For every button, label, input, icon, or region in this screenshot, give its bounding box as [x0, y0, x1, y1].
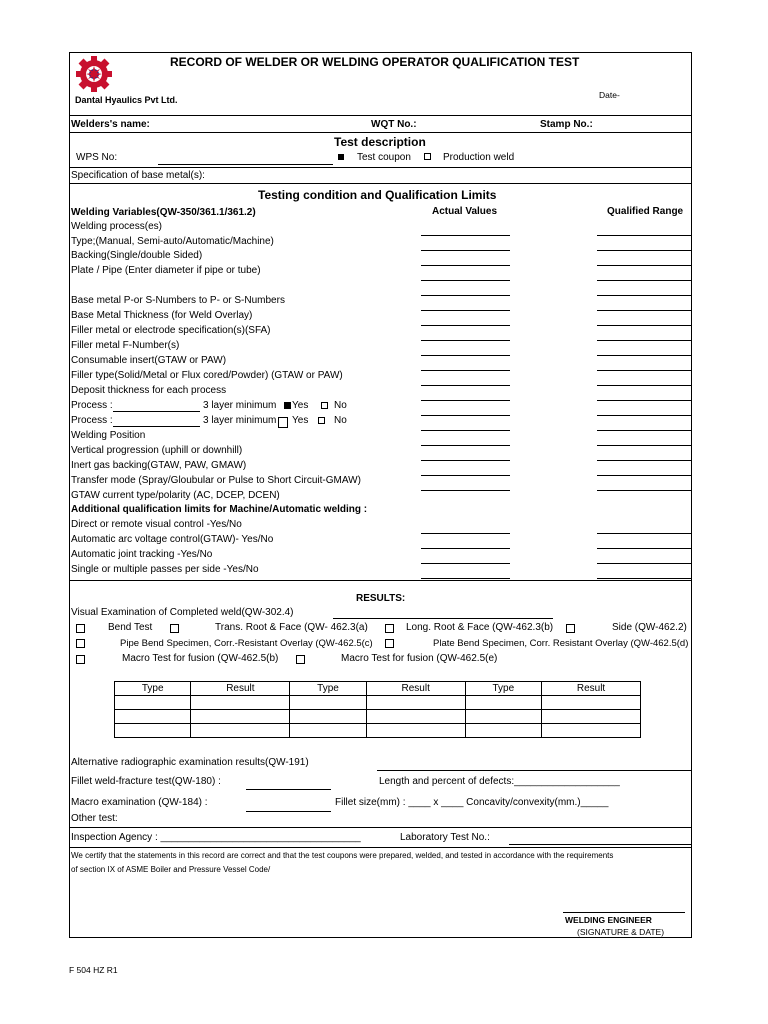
qualified-range-field[interactable] [597, 310, 692, 311]
actual-value-field[interactable] [421, 460, 510, 461]
qualified-range-field[interactable] [597, 475, 692, 476]
row-backing: Backing(Single/double Sided) [71, 250, 203, 261]
process-field-1[interactable] [113, 411, 200, 412]
table-row [115, 710, 641, 724]
type-header-1: Type [115, 682, 191, 696]
date-label: Date- [599, 90, 620, 100]
qualified-range-field[interactable] [597, 430, 692, 431]
testing-title: Testing condition and Qualification Limits [258, 188, 497, 202]
plate-bend-checkbox[interactable] [385, 639, 394, 648]
actual-value-field[interactable] [421, 310, 510, 311]
bend-test-label: Bend Test [108, 622, 153, 633]
qualified-range-field[interactable] [597, 265, 692, 266]
actual-values-header: Actual Values [432, 206, 498, 217]
side-label: Side (QW-462.2) [612, 622, 687, 633]
actual-value-field[interactable] [421, 325, 510, 326]
qualified-range-field[interactable] [597, 548, 692, 549]
test-coupon-label: Test coupon [357, 152, 411, 163]
inspection-agency-label: Inspection Agency : ____________________________________ [71, 832, 361, 843]
signature-line[interactable] [563, 912, 685, 913]
results-table [114, 681, 641, 738]
actual-value-field[interactable] [421, 445, 510, 446]
no-checkbox-1[interactable] [321, 402, 328, 409]
actual-value-field[interactable] [421, 280, 510, 281]
row-welding-position: Welding Position [71, 430, 146, 441]
result-header-3: Result [542, 682, 641, 696]
qualified-range-field[interactable] [597, 400, 692, 401]
table-row [115, 696, 641, 710]
form-title: RECORD OF WELDER OR WELDING OPERATOR QUALIFICATION TEST [170, 55, 580, 69]
row-welding-process: Welding process(es) [71, 221, 162, 232]
qualified-range-field[interactable] [597, 490, 692, 491]
macro-b-label: Macro Test for fusion (QW-462.5(b) [122, 653, 279, 664]
macro-e-label: Macro Test for fusion (QW-462.5(e) [341, 653, 498, 664]
production-weld-label: Production weld [443, 152, 515, 163]
yes-label-1: Yes [292, 400, 309, 411]
row-base-metal-p: Base metal P-or S-Numbers to P- or S-Numbers [71, 295, 285, 306]
actual-value-field[interactable] [421, 533, 510, 534]
actual-value-field[interactable] [421, 490, 510, 491]
yes-checkbox-1[interactable] [284, 402, 291, 409]
qualified-range-field[interactable] [597, 325, 692, 326]
qualified-range-field[interactable] [597, 385, 692, 386]
company-name: Dantal Hyaulics Pvt Ltd. [75, 95, 178, 105]
lab-test-label: Laboratory Test No.: [400, 832, 490, 843]
macro-e-checkbox[interactable] [296, 655, 305, 664]
yes-checkbox-2[interactable] [278, 417, 288, 428]
qualified-range-field[interactable] [597, 250, 692, 251]
long-root-label: Long. Root & Face (QW-462.3(b) [406, 622, 554, 633]
row-inert-gas: Inert gas backing(GTAW, PAW, GMAW) [71, 460, 247, 471]
process-label-2: Process : [71, 415, 113, 426]
layer-min-2: 3 layer minimum [203, 415, 277, 426]
qualified-range-field[interactable] [597, 415, 692, 416]
trans-root-checkbox[interactable] [170, 624, 179, 633]
actual-value-field[interactable] [421, 385, 510, 386]
row-passes: Single or multiple passes per side -Yes/No [71, 564, 259, 575]
yes-label-2: Yes [292, 415, 309, 426]
row-direct-visual: Direct or remote visual control -Yes/No [71, 519, 242, 530]
row-filler-spec: Filler metal or electrode specification(s)(SFA) [71, 325, 271, 336]
pipe-bend-label: Pipe Bend Specimen, Corr.-Resistant Overlay (QW-462.5(c) [120, 638, 373, 649]
result-header-2: Result [366, 682, 465, 696]
row-type: Type;(Manual, Semi-auto/Automatic/Machine) [71, 236, 274, 247]
wps-label: WPS No: [76, 152, 118, 163]
fillet-size-label: Fillet size(mm) : ____ x ____ Concavity/convexity(mm.)_____ [335, 797, 609, 808]
row-consumable: Consumable insert(GTAW or PAW) [71, 355, 227, 366]
layer-min-1: 3 layer minimum [203, 400, 277, 411]
row-plate-pipe: Plate / Pipe (Enter diameter if pipe or tube) [71, 265, 261, 276]
qualified-range-field[interactable] [597, 340, 692, 341]
qualified-range-field[interactable] [597, 235, 692, 236]
qualified-range-field[interactable] [597, 533, 692, 534]
row-filler-type: Filler type(Solid/Metal or Flux cored/Powder) (GTAW or PAW) [71, 370, 343, 381]
lab-test-field[interactable] [509, 844, 692, 845]
actual-value-field[interactable] [421, 548, 510, 549]
welding-engineer-label: WELDING ENGINEER [565, 915, 652, 925]
bend-test-checkbox[interactable] [76, 624, 85, 633]
actual-value-field[interactable] [421, 430, 510, 431]
variables-header: Welding Variables(QW-350/361.1/361.2) [71, 207, 256, 218]
type-header-2: Type [290, 682, 366, 696]
wqt-label: WQT No.: [371, 119, 417, 130]
welder-name-label: Welders's name: [71, 119, 150, 130]
long-root-checkbox[interactable] [385, 624, 394, 633]
type-header-3: Type [465, 682, 541, 696]
qualified-range-field[interactable] [597, 578, 692, 579]
actual-value-field[interactable] [421, 265, 510, 266]
row-base-thickness: Base Metal Thickness (for Weld Overlay) [71, 310, 253, 321]
row-transfer-mode: Transfer mode (Spray/Gloubular or Pulse to Short Circuit-GMAW) [71, 475, 361, 486]
results-title: RESULTS: [356, 593, 406, 604]
actual-value-field[interactable] [421, 563, 510, 564]
result-header-1: Result [191, 682, 290, 696]
row-vertical-progression: Vertical progression (uphill or downhill) [71, 445, 243, 456]
row-deposit: Deposit thickness for each process [71, 385, 227, 396]
radiographic-field[interactable] [377, 770, 692, 771]
actual-value-field[interactable] [421, 370, 510, 371]
qualified-range-field[interactable] [597, 460, 692, 461]
no-checkbox-2[interactable] [318, 417, 325, 424]
qualified-range-header: Qualified Range [607, 206, 684, 217]
results-table-header [115, 682, 641, 696]
plate-bend-label: Plate Bend Specimen, Corr. Resistant Overlay (QW-462.5(d) [433, 638, 689, 649]
actual-value-field[interactable] [421, 578, 510, 579]
visual-exam-field[interactable] [333, 618, 553, 619]
qualified-range-field[interactable] [597, 445, 692, 446]
qualified-range-field[interactable] [597, 280, 692, 281]
wps-field[interactable] [158, 164, 333, 165]
test-coupon-checkbox[interactable] [338, 154, 344, 160]
actual-value-field[interactable] [421, 355, 510, 356]
additional-header: Additional qualification limits for Machine/Automatic welding : [71, 504, 368, 515]
actual-value-field[interactable] [421, 475, 510, 476]
process-field-2[interactable] [113, 426, 200, 427]
table-row [115, 724, 641, 738]
qualified-range-field[interactable] [597, 563, 692, 564]
side-checkbox[interactable] [566, 624, 575, 633]
qualified-range-field[interactable] [597, 355, 692, 356]
stamp-label: Stamp No.: [540, 119, 593, 130]
visual-exam-label: Visual Examination of Completed weld(QW-302.4) [71, 607, 294, 618]
gear-logo-icon [73, 55, 115, 93]
length-percent-label: Length and percent of defects:___________________ [379, 776, 620, 787]
macro-b-checkbox[interactable] [76, 655, 85, 664]
fillet-fracture-field[interactable] [246, 789, 331, 790]
row-joint-tracking: Automatic joint tracking -Yes/No [71, 549, 213, 560]
actual-value-field[interactable] [421, 415, 510, 416]
actual-value-field[interactable] [421, 235, 510, 236]
test-description-title: Test description [334, 135, 426, 149]
macro-exam-label: Macro examination (QW-184) : [71, 797, 208, 808]
certify-line-2: of section IX of ASME Boiler and Pressure Vessel Code/ [71, 865, 271, 874]
trans-root-label: Trans. Root & Face (QW- 462.3(a) [215, 622, 368, 633]
actual-value-field[interactable] [421, 340, 510, 341]
qualified-range-field[interactable] [597, 370, 692, 371]
row-gtaw-current: GTAW current type/polarity (AC, DCEP, DCEN) [71, 490, 280, 501]
process-label-1: Process : [71, 400, 113, 411]
base-metal-spec-label: Specification of base metal(s): [71, 170, 205, 181]
fillet-fracture-label: Fillet weld-fracture test(QW-180) : [71, 776, 221, 787]
actual-value-field[interactable] [421, 295, 510, 296]
row-arc-voltage: Automatic arc voltage control(GTAW)- Yes/No [71, 534, 274, 545]
qualified-range-field[interactable] [597, 295, 692, 296]
certify-line-1: We certify that the statements in this record are correct and that the test coupons were prepared, welded, and tested in accordance with the requirements [71, 851, 614, 860]
actual-value-field[interactable] [421, 250, 510, 251]
row-filler-f: Filler metal F-Number(s) [71, 340, 180, 351]
other-test-label: Other test: [71, 813, 118, 824]
actual-value-field[interactable] [421, 400, 510, 401]
no-label-1: No [334, 400, 347, 411]
no-label-2: No [334, 415, 347, 426]
signature-date-label: (SIGNATURE & DATE) [577, 927, 665, 937]
radiographic-label: Alternative radiographic examination results(QW-191) [71, 757, 309, 768]
macro-exam-field[interactable] [246, 811, 331, 812]
pipe-bend-checkbox[interactable] [76, 639, 85, 648]
production-weld-checkbox[interactable] [424, 153, 431, 160]
form-code: F 504 HZ R1 [69, 965, 118, 975]
